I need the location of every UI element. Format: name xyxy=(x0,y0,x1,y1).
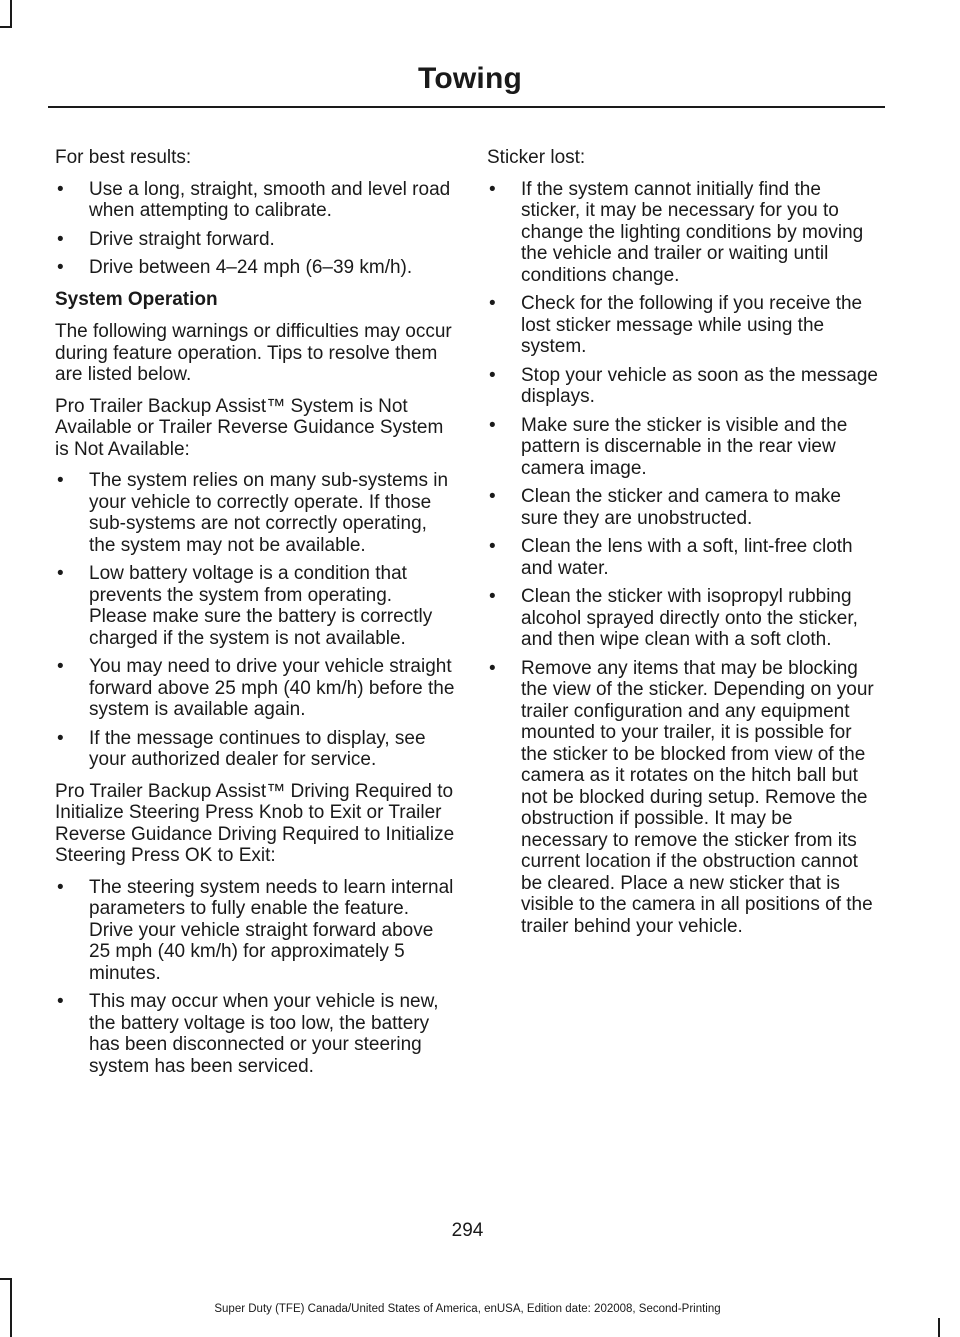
section-heading: System Operation xyxy=(55,288,218,310)
list-item: • Clean the sticker and camera to make sure they are unobstructed. xyxy=(489,486,841,529)
list-item: • If the message continues to display, see your authorized dealer for service. xyxy=(57,727,426,770)
not-available-title: Pro Trailer Backup Assist™ System is Not Available or Trailer Reverse Guidance System is Not Available: xyxy=(55,395,444,460)
bullet-icon: • xyxy=(489,414,496,436)
list-item: • Low battery voltage is a condition that prevents the system from operating. Please make sure the battery is correctly charged if the system is not available. xyxy=(57,563,433,649)
list-item: • Stop your vehicle as soon as the message displays. xyxy=(489,364,878,407)
list-item: • The steering system needs to learn internal parameters to fully enable the feature. Drive your vehicle straight forward above 25 mph (40 km/h) for approximately 5 minutes. xyxy=(57,876,454,984)
bullet-icon: • xyxy=(489,293,496,314)
crop-mark-top-left-v xyxy=(10,0,12,28)
bullet-icon: • xyxy=(57,470,64,491)
best-results-intro: For best results: xyxy=(55,147,192,168)
bullet-icon: • xyxy=(489,536,496,557)
section-intro: The following warnings or difficulties may occur during feature operation. Tips to resolve them are listed below. xyxy=(55,321,452,385)
list-item: • Check for the following if you receive the lost sticker message while using the system. xyxy=(489,293,863,357)
crop-mark-bottom-right-v xyxy=(938,1318,940,1337)
list-item: • You may need to drive your vehicle straight forward above 25 mph (40 km/h) before the system is available again. xyxy=(57,656,455,720)
driving-required-list xyxy=(55,877,455,1078)
bullet-icon: • xyxy=(57,727,64,749)
bullet-icon: • xyxy=(57,563,64,584)
list-item: • Drive straight forward. xyxy=(57,228,275,250)
page-number: 294 xyxy=(451,1220,484,1241)
bullet-icon: • xyxy=(489,657,496,679)
bullet-icon: • xyxy=(57,991,64,1012)
bullet-icon: • xyxy=(489,486,496,507)
left-column xyxy=(55,147,455,1087)
list-item: • Clean the lens with a soft, lint-free cloth and water. xyxy=(489,536,853,579)
list-item: • Clean the sticker with isopropyl rubbing alcohol sprayed directly onto the sticker, and then wipe clean with a soft cloth. xyxy=(489,586,858,650)
driving-required-title: Pro Trailer Backup Assist™ Driving Required to Initialize Steering Press Knob to Exit or Trailer Reverse Guidance Driving Required to Initialize Steering Press OK to Exit: xyxy=(55,780,455,866)
header-rule xyxy=(48,106,885,108)
list-item: • If the system cannot initially find the sticker, it may be necessary for you to change the lighting conditions by moving the vehicle and trailer or waiting until conditions change. xyxy=(489,178,864,286)
not-available-list xyxy=(55,470,455,771)
footer-edition: Super Duty (TFE) Canada/United States of America, enUSA, Edition date: 202008, Second-Printing xyxy=(214,1303,721,1315)
crop-mark-bottom-left-h xyxy=(0,1278,12,1280)
bullet-icon: • xyxy=(489,178,496,200)
bullet-icon: • xyxy=(489,364,496,386)
sticker-lost-title: Sticker lost: xyxy=(487,147,586,168)
list-item: • The system relies on many sub-systems in your vehicle to correctly operate. If those sub-systems are not correctly operating, the system may not be available. xyxy=(57,470,449,556)
bullet-icon: • xyxy=(57,178,64,200)
best-results-list xyxy=(55,179,455,279)
bullet-icon: • xyxy=(57,656,64,677)
list-item: • Drive between 4–24 mph (6–39 km/h). xyxy=(57,257,413,278)
page-title: Towing xyxy=(418,62,522,95)
list-item: • This may occur when your vehicle is new, the battery voltage is too low, the battery has been disconnected or your steering system has been serviced. xyxy=(57,991,439,1077)
bullet-icon: • xyxy=(489,586,496,607)
list-item: • Use a long, straight, smooth and level road when attempting to calibrate. xyxy=(57,178,451,221)
bullet-icon: • xyxy=(57,228,64,250)
crop-mark-top-left-h xyxy=(0,26,12,28)
sticker-lost-list xyxy=(487,179,882,938)
right-column xyxy=(487,147,882,947)
bullet-icon: • xyxy=(57,876,64,898)
list-item: • Make sure the sticker is visible and the pattern is discernable in the rear view camera image. xyxy=(489,414,848,479)
list-item: • Remove any items that may be blocking the view of the sticker. Depending on your trailer configuration and any equipment mounted to your trailer, it is possible for the sticker to be blocked from view of the camera as it rotates on the hitch ball but not be blocked during setup. Remove the obstruction if possible. It may be necessary to remove the sticker from its current location if the obstruction cannot be cleared. Place a new sticker that is visible to the camera in all positions of the trailer behind your vehicle. xyxy=(489,657,874,937)
bullet-icon: • xyxy=(57,257,64,278)
